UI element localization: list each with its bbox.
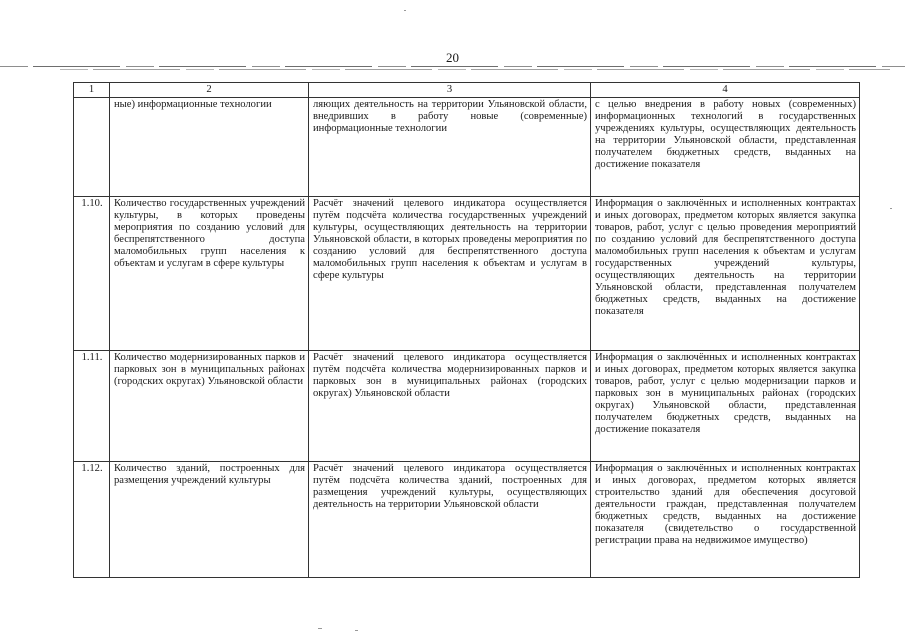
- data-source: Информация о заключённых и исполненных контрактах и иных договорах, предметом которых является закупка товаров, работ, услуг с целью модернизации парков и парковых зон в муниципальных районах (городских округах) Ульяновской области, представленная получателем бюджетных средств, выданных на достижение показателя: [591, 351, 860, 462]
- data-source: с целью внедрения в работу новых (современных) информационных технологий в государственных учреждениях культуры, осуществляющих деятельность на территории Ульяновской области, представленная получателем бюджетных средств, выданных на достижение показателя: [591, 98, 860, 197]
- column-header: 1: [74, 83, 110, 98]
- scan-speck: [890, 208, 892, 209]
- header-rule: [0, 66, 905, 67]
- scan-speck: [318, 628, 322, 629]
- data-source: Информация о заключённых и исполненных контрактах и иных договорах, предметом которых является закупка товаров, работ, услуг с целью проведения мероприятий по созданию условий для беспрепятственного доступа маломобильных групп населения к объектам и услугам государственных учреждений культуры, осуществляющих деятельность на территории Ульяновской области, представленная получателем бюджетных средств, выданных на достижение показателя: [591, 197, 860, 351]
- calculation-method: Расчёт значений целевого индикатора осуществляется путём подсчёта количества модернизированных парков и парковых зон в муниципальных районах (городских округах) Ульяновской области: [309, 351, 591, 462]
- row-number: 1.12.: [74, 462, 110, 578]
- row-number: [74, 98, 110, 197]
- scan-speck: [404, 10, 406, 11]
- column-header: 4: [591, 83, 860, 98]
- indicator-name: Количество государственных учреждений культуры, в которых проведены мероприятия по созданию условий для беспрепятственного доступа маломобильных групп населения к объектам и услугам в сфере культуры: [110, 197, 309, 351]
- table-header-row: [74, 83, 860, 98]
- row-number: 1.10.: [74, 197, 110, 351]
- indicator-name: ные) информационные технологии: [110, 98, 309, 197]
- page-number: 20: [446, 50, 459, 65]
- table-row: [74, 462, 860, 578]
- indicator-name: Количество зданий, построенных для размещения учреждений культуры: [110, 462, 309, 578]
- table-row: [74, 98, 860, 197]
- table-row: [74, 351, 860, 462]
- indicator-name: Количество модернизированных парков и парковых зон в муниципальных районах (городских округах) Ульяновской области: [110, 351, 309, 462]
- column-header: 3: [309, 83, 591, 98]
- data-source: Информация о заключённых и исполненных контрактах и иных договорах, предметом которых является строительство зданий для обеспечения досуговой деятельности граждан, представленная получателем бюджетных средств, выданных на достижение показателя (свидетельство о государственной регистрации права на недвижимое имущество): [591, 462, 860, 578]
- indicator-table: [73, 82, 860, 578]
- calculation-method: ляющих деятельность на территории Ульяновской области, внедривших в работу новые (современные) информационные технологии: [309, 98, 591, 197]
- header-rule-faint: [60, 69, 890, 70]
- calculation-method: Расчёт значений целевого индикатора осуществляется путём подсчёта количества государственных учреждений культуры, осуществляющих деятельность на территории Ульяновской области, в которых проведены мероприятия по созданию условий для беспрепятственного доступа маломобильных групп населения к объектам и услугам в сфере культуры: [309, 197, 591, 351]
- scan-speck: [355, 630, 358, 631]
- table-row: [74, 197, 860, 351]
- calculation-method: Расчёт значений целевого индикатора осуществляется путём подсчёта количества зданий, построенных для размещения учреждений культуры, осуществляющих деятельность на территории Ульяновской области: [309, 462, 591, 578]
- row-number: 1.11.: [74, 351, 110, 462]
- column-header: 2: [110, 83, 309, 98]
